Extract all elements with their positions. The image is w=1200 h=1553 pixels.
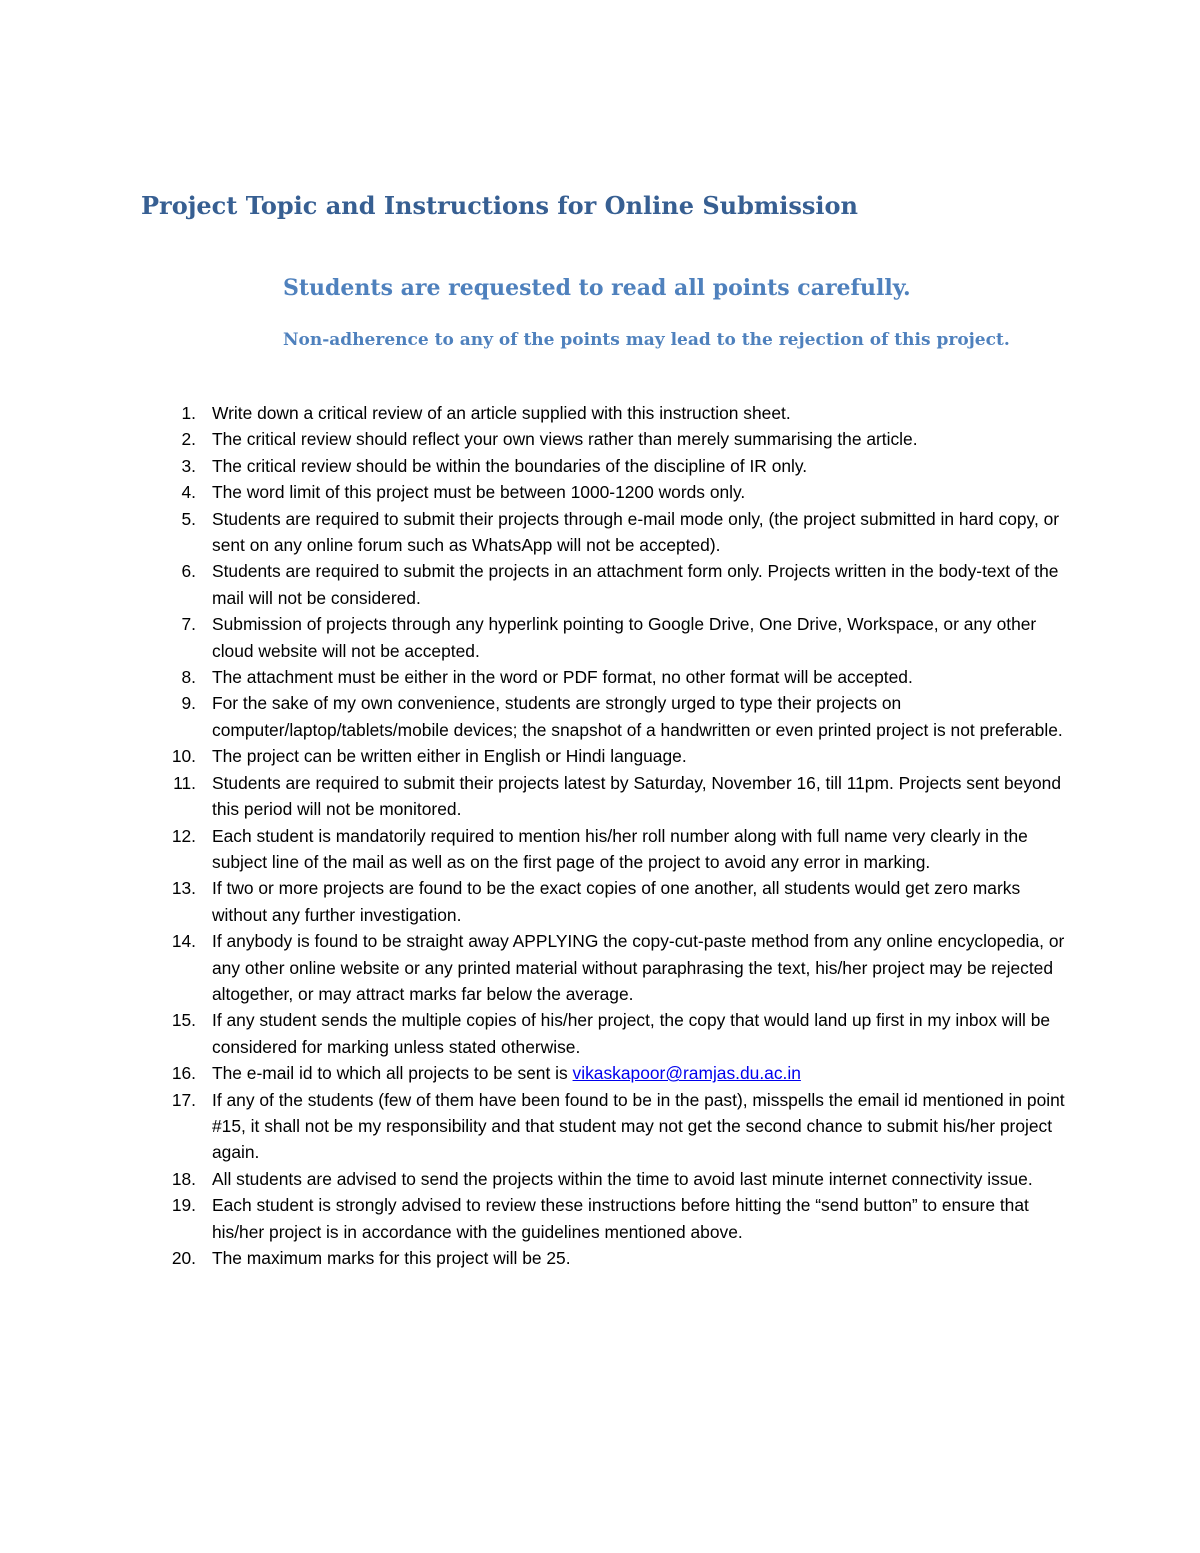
item-number: 9. bbox=[181, 693, 196, 714]
item-number: 17. bbox=[171, 1089, 196, 1110]
instruction-item bbox=[150, 928, 1070, 1007]
instruction-item bbox=[150, 506, 1070, 559]
instruction-item bbox=[150, 479, 1070, 505]
item-text: Write down a critical review of an article supplied with this instruction sheet. bbox=[212, 403, 791, 423]
item-number: 6. bbox=[181, 561, 196, 582]
item-number: 8. bbox=[181, 667, 196, 688]
item-text: Students are required to submit their projects through e-mail mode only, (the project submitted in hard copy, or sent on any online forum such as WhatsApp will not be accepted). bbox=[212, 508, 1060, 556]
instruction-item bbox=[150, 770, 1070, 823]
item-text: Students are required to submit their projects latest by Saturday, November 16, till 11pm. Projects sent beyond this period will not be monitored. bbox=[212, 772, 1062, 820]
instruction-item bbox=[150, 611, 1070, 664]
instruction-item bbox=[150, 743, 1070, 769]
item-number: 15. bbox=[171, 1010, 196, 1031]
item-number: 1. bbox=[181, 403, 196, 423]
rejection-warning: Non-adherence to any of the points may lead to the rejection of this project. bbox=[283, 330, 1010, 350]
item-number: 11. bbox=[173, 772, 196, 793]
email-link[interactable]: vikaskapoor@ramjas.du.ac.in bbox=[572, 1063, 801, 1084]
item-text: If any student sends the multiple copies of his/her project, the copy that would land up first in my inbox will be considered for marking unless stated otherwise. bbox=[212, 1010, 1051, 1057]
item-text: The critical review should be within the boundaries of the discipline of IR only. bbox=[212, 455, 808, 476]
item-number: 3. bbox=[181, 455, 196, 476]
instruction-item bbox=[150, 453, 1070, 479]
document-title: Project Topic and Instructions for Online Submission bbox=[141, 191, 858, 220]
item-number: 13. bbox=[171, 878, 196, 899]
instruction-item bbox=[150, 1245, 1070, 1271]
item-text: For the sake of my own convenience, students are strongly urged to type their projects on computer/laptop/tablets/mobile devices; the snapshot of a handwritten or even printed project is not preferable. bbox=[212, 693, 1063, 740]
item-number: 19. bbox=[171, 1195, 196, 1216]
item-text: The project can be written either in English or Hindi language. bbox=[212, 746, 687, 767]
item-text: The maximum marks for this project will be 25. bbox=[212, 1248, 571, 1268]
instruction-item bbox=[150, 823, 1070, 876]
instruction-item bbox=[150, 1060, 1070, 1086]
item-text: Each student is mandatorily required to mention his/her roll number along with full name very clearly in the subject line of the mail as well as on the first page of the project to avoid any error in marking. bbox=[212, 825, 1028, 872]
item-number: 7. bbox=[181, 614, 196, 635]
item-text: Each student is strongly advised to review these instructions before hitting the “send button” to ensure that his/her project is in accordance with the guidelines mentioned above. bbox=[212, 1195, 1029, 1242]
item-text: The word limit of this project must be between 1000-1200 words only. bbox=[212, 482, 746, 503]
instruction-list bbox=[150, 400, 1070, 1271]
instruction-item bbox=[150, 1166, 1070, 1192]
item-number: 4. bbox=[181, 482, 196, 503]
item-number: 16. bbox=[171, 1063, 196, 1084]
item-text: The e-mail id to which all projects to be sent is bbox=[212, 1063, 573, 1084]
item-text: If any of the students (few of them have been found to be in the past), misspells the email id mentioned in point #15, it shall not be my responsibility and that student may not get the second chance to submit his/her project again. bbox=[212, 1089, 1065, 1163]
instruction-item bbox=[150, 1087, 1070, 1166]
item-number: 5. bbox=[181, 508, 196, 529]
instruction-item bbox=[150, 558, 1070, 611]
item-number: 2. bbox=[181, 429, 196, 450]
item-number: 20. bbox=[171, 1248, 196, 1268]
instruction-item bbox=[150, 690, 1070, 743]
instruction-item bbox=[150, 875, 1070, 928]
item-text: If anybody is found to be straight away APPLYING the copy-cut-paste method from any online encyclopedia, or any other online website or any printed material without paraphrasing the text, his/her project may be rejected altogether, or may attract marks far below the average. bbox=[212, 931, 1065, 1004]
instruction-item bbox=[150, 1007, 1070, 1060]
item-number: 14. bbox=[171, 931, 196, 952]
item-text: The critical review should reflect your own views rather than merely summarising the article. bbox=[212, 429, 918, 450]
item-number: 18. bbox=[171, 1168, 196, 1189]
item-text: The attachment must be either in the word or PDF format, no other format will be accepted. bbox=[212, 667, 913, 688]
item-text: All students are advised to send the projects within the time to avoid last minute internet connectivity issue. bbox=[212, 1168, 1033, 1189]
instruction-item bbox=[150, 400, 1070, 426]
item-text: If two or more projects are found to be the exact copies of one another, all students would get zero marks without any further investigation. bbox=[212, 878, 1021, 925]
item-number: 12. bbox=[171, 825, 196, 846]
instruction-item bbox=[150, 426, 1070, 452]
document-subtitle: Students are requested to read all points carefully. bbox=[283, 275, 911, 301]
instruction-item bbox=[150, 1192, 1070, 1245]
instruction-item bbox=[150, 664, 1070, 690]
item-text: Submission of projects through any hyperlink pointing to Google Drive, One Drive, Workspace, or any other cloud website will not be accepted. bbox=[212, 614, 1037, 661]
item-text: Students are required to submit the projects in an attachment form only. Projects written in the body-text of the mail will not be considered. bbox=[212, 561, 1059, 608]
item-number: 10. bbox=[171, 746, 196, 767]
